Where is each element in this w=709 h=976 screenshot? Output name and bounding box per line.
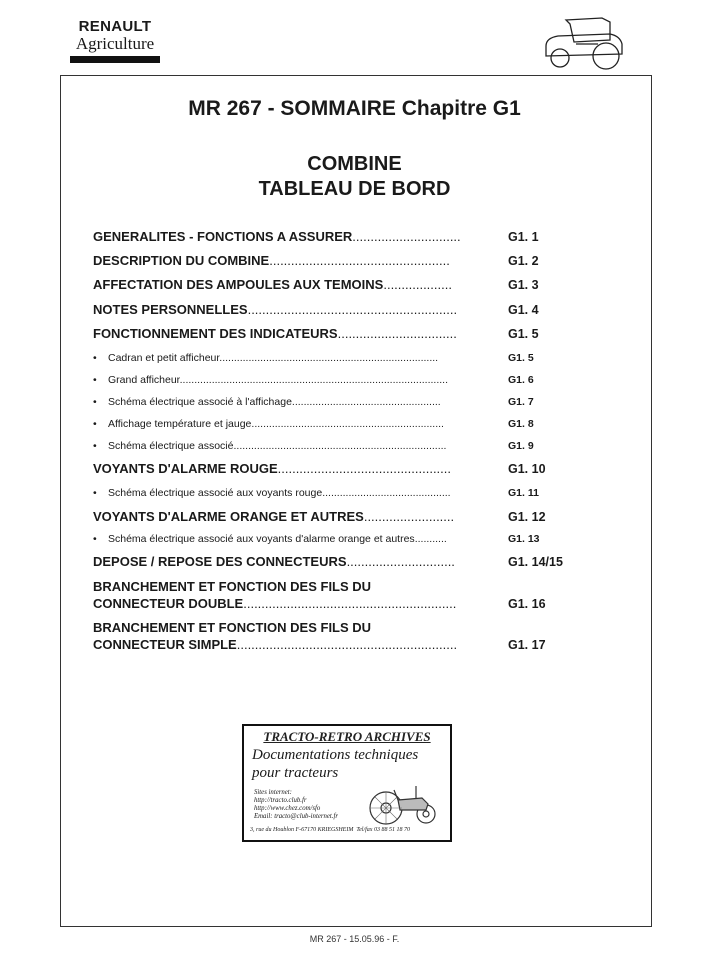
archive-site1: http://tracto.club.fr <box>254 797 307 804</box>
toc-item <box>93 461 489 477</box>
toc-dots: ............................................................. <box>236 637 458 652</box>
archive-address: 3, rue du Houblon F-67170 KRIEGSHEIM <box>250 827 354 833</box>
toc-dots: .................................................. <box>269 253 450 268</box>
toc-page: G1. 2 <box>508 254 539 268</box>
archive-email: Email: tracto@club-internet.fr <box>254 813 339 820</box>
bullet-icon: • <box>93 533 97 545</box>
toc-dots: ........................................................... <box>243 596 457 611</box>
toc-page: G1. 5 <box>508 327 539 341</box>
toc-page: G1. 17 <box>508 638 546 652</box>
toc-page: G1. 12 <box>508 510 546 524</box>
toc-label: CONNECTEUR SIMPLE <box>93 637 237 652</box>
toc-label: FONCTIONNEMENT DES INDICATEURS <box>93 326 338 341</box>
toc-item <box>93 302 489 318</box>
toc-dots: ......................... <box>363 509 455 524</box>
toc-page: G1. 6 <box>508 374 534 386</box>
vintage-tractor-icon <box>364 782 444 826</box>
toc-label: DEPOSE / REPOSE DES CONNECTEURS <box>93 554 347 569</box>
toc-label: BRANCHEMENT ET FONCTION DES FILS DU <box>93 620 372 635</box>
toc-label: Cadran et petit afficheur <box>108 352 220 364</box>
toc-dots: ................................................... <box>291 396 441 408</box>
toc-dots: ........... <box>414 533 447 545</box>
toc-item <box>93 509 489 525</box>
tractor-cab <box>566 18 610 42</box>
archive-head: TRACTO-RETRO ARCHIVES <box>263 729 431 744</box>
toc-label: GENERALITES - FONCTIONS A ASSURER <box>93 229 353 244</box>
toc-label: VOYANTS D'ALARME ROUGE <box>93 461 278 476</box>
toc-label: Grand afficheur <box>108 374 180 386</box>
toc-page: G1. 7 <box>508 396 534 408</box>
toc-label: AFFECTATION DES AMPOULES AUX TEMOINS <box>93 277 384 292</box>
subtitle-line1: COMBINE <box>307 153 402 175</box>
toc-subitem <box>93 439 489 453</box>
toc-dots: ......................................................................... <box>233 440 447 452</box>
toc-page: G1. 13 <box>508 533 540 545</box>
archive-stamp <box>242 724 452 842</box>
toc-page: G1. 1 <box>508 230 539 244</box>
toc-dots: .............................. <box>352 229 461 244</box>
toc-page: G1. 11 <box>508 487 539 499</box>
renault-agriculture-logo <box>70 19 160 63</box>
toc-label: CONNECTEUR DOUBLE <box>93 596 244 611</box>
toc-item <box>93 554 489 570</box>
toc-subitem <box>93 351 489 365</box>
archive-line1: Documentations techniques <box>252 747 419 763</box>
toc-page: G1. 4 <box>508 303 539 317</box>
toc-page: G1. 14/15 <box>508 555 563 569</box>
toc-label: Schéma électrique associé aux voyants rouge <box>108 487 323 499</box>
toc-dots: .............................. <box>346 554 455 569</box>
toc-label: NOTES PERSONNELLES <box>93 302 248 317</box>
toc-subitem <box>93 417 489 431</box>
archive-site2: http://www.chez.com/sfo <box>254 805 321 812</box>
archive-sites-label: Sites internet: <box>254 789 292 796</box>
toc-item <box>93 637 489 653</box>
toc-label: Schéma électrique associé <box>108 440 234 452</box>
bullet-icon: • <box>93 418 97 430</box>
toc-page: G1. 3 <box>508 278 539 292</box>
toc-item <box>93 277 489 293</box>
toc-label: Affichage température et jauge <box>108 418 252 430</box>
toc-dots: ............................................................................................ <box>179 374 448 386</box>
bullet-icon: • <box>93 352 97 364</box>
tractor-hood <box>398 798 428 810</box>
toc-item <box>93 253 489 269</box>
toc-dots: ............................................ <box>322 487 451 499</box>
page-title: MR 267 - SOMMAIRE Chapitre G1 <box>188 97 521 120</box>
toc-item <box>93 579 489 595</box>
toc-page: G1. 9 <box>508 440 534 452</box>
page-footer: MR 267 - 15.05.96 - F. <box>309 934 400 944</box>
toc-page: G1. 5 <box>508 352 534 364</box>
tractor-rear-wheel <box>593 43 619 69</box>
archive-phone: Tel/fax 03 88 51 18 70 <box>356 827 410 833</box>
toc-label: VOYANTS D'ALARME ORANGE ET AUTRES <box>93 509 364 524</box>
toc-page: G1. 16 <box>508 597 546 611</box>
toc-dots: .................................................................. <box>251 418 444 430</box>
toc-page: G1. 10 <box>508 462 546 476</box>
front-wheel-hub <box>423 811 429 817</box>
toc-dots: .......................................................... <box>247 302 458 317</box>
logo-bar <box>70 56 160 63</box>
bullet-icon: • <box>93 487 97 499</box>
toc-dots: ........................................................................... <box>219 352 439 364</box>
toc-subitem <box>93 532 489 546</box>
toc-label: Schéma électrique associé aux voyants d'alarme orange et autres <box>108 533 415 545</box>
toc-subitem <box>93 373 489 387</box>
toc-page: G1. 8 <box>508 418 534 430</box>
toc-label: Schéma électrique associé à l'affichage <box>108 396 292 408</box>
subtitle-line2: TABLEAU DE BORD <box>258 178 451 200</box>
bullet-icon: • <box>93 374 97 386</box>
toc-subitem <box>93 395 489 409</box>
brand-name: RENAULT <box>78 18 152 35</box>
toc-dots: ................................. <box>337 326 457 341</box>
tractor-front-wheel <box>551 49 569 67</box>
toc-label: BRANCHEMENT ET FONCTION DES FILS DU <box>93 579 372 594</box>
toc-item <box>93 620 489 636</box>
toc-subitem <box>93 486 489 500</box>
toc-item <box>93 326 489 342</box>
bullet-icon: • <box>93 440 97 452</box>
archive-line2: pour tracteurs <box>252 765 339 781</box>
brand-sub: Agriculture <box>75 34 155 53</box>
toc-dots: ................................................ <box>277 461 452 476</box>
archive-footer <box>250 827 410 833</box>
toc-label: DESCRIPTION DU COMBINE <box>93 253 270 268</box>
tractor-icon <box>540 14 626 70</box>
toc-dots: ................... <box>383 277 452 292</box>
toc-item <box>93 229 489 245</box>
toc-item <box>93 596 489 612</box>
bullet-icon: • <box>93 396 97 408</box>
